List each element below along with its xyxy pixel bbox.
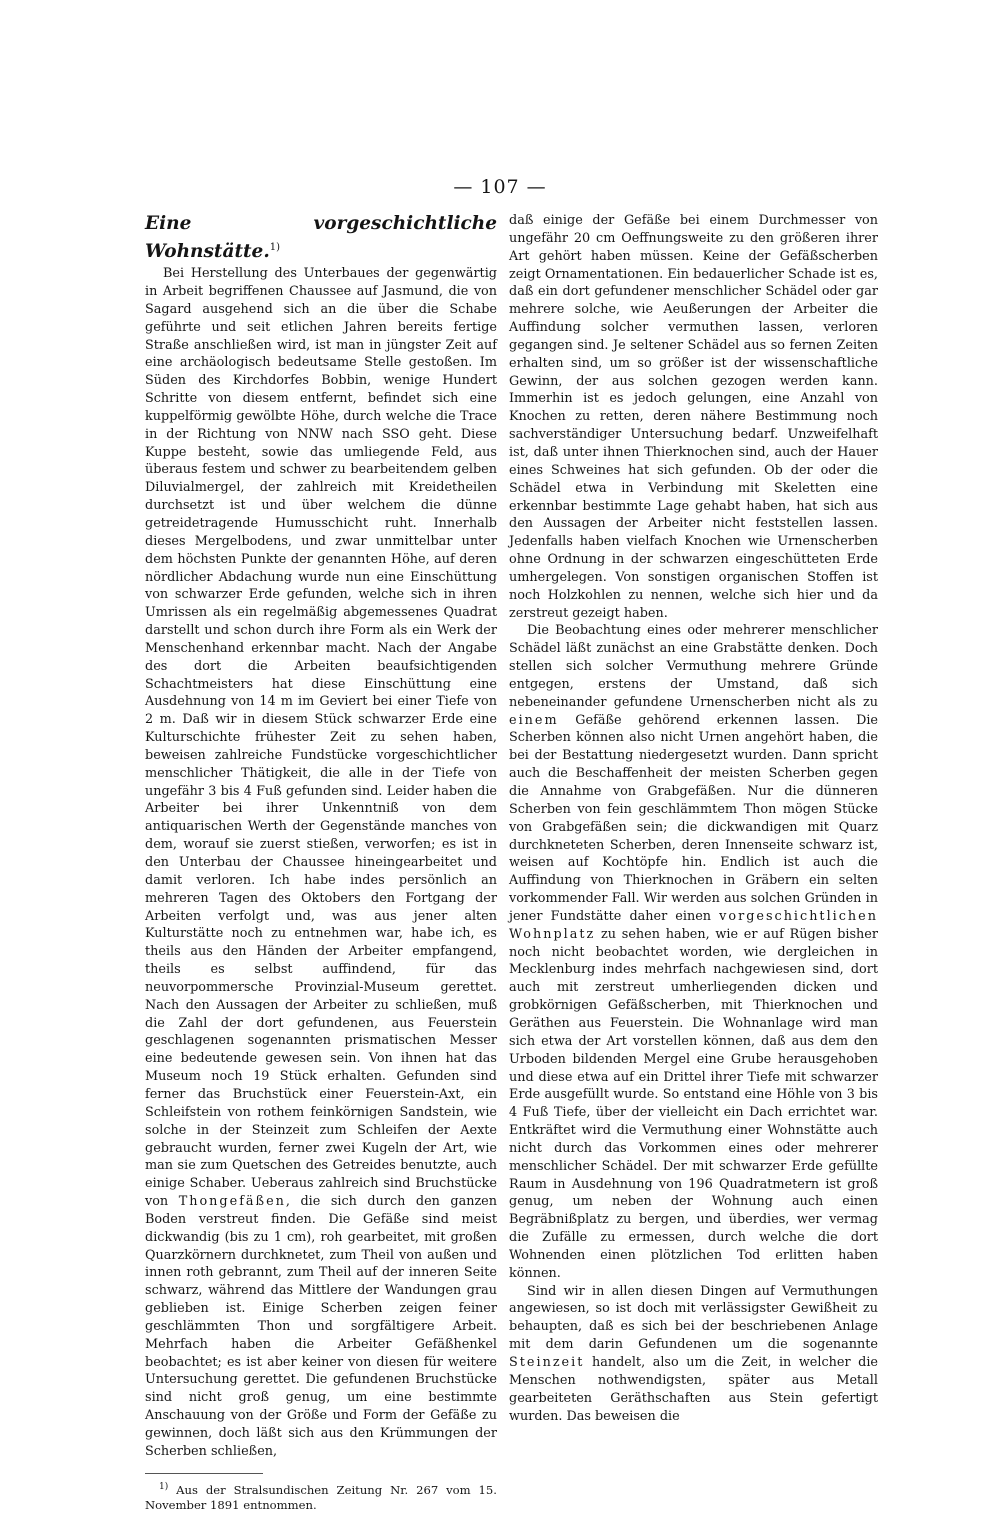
footnote-text: Aus der Stralsundischen Zeitung Nr. 267 vom 15. November 1891 entnommen.: [145, 1482, 497, 1513]
footnote: [145, 1483, 497, 1514]
spaced-word-steinzeit: Steinzeit: [509, 1355, 585, 1370]
paragraph-3-text-a: Sind wir in allen diesen Dingen auf Vermuthungen angewiesen, so ist doch mit verlässigster Gewißheit zu behaupten, daß es sich bei der beschriebenen Anlage mit dem darin Gefundenen um die sogenannte: [509, 1283, 878, 1353]
page-number: — 107 —: [453, 176, 547, 198]
spaced-word-einem: einem: [509, 712, 559, 728]
paragraph-1-end: , die sich durch den ganzen Boden verstreut finden. Die Gefäße sind meist dickwandig (bis zu 1 cm), roh gearbeitet, mit großen Quarzkörnern durchknetet, zum Theil von außen und innen roth gebrannt, zum Theil auf der inneren Seite schwarz, während das Mittlere der Wandungen grau geblieben ist. Einige Scherben zeigen feiner geschlämmten Thon und sorgfältigere Arbeit. Mehrfach haben die Arbeiter Gefäßhenkel beobachtet; es ist aber keiner von diesen für weitere Untersuchung gerettet. Die gefundenen Bruchstücke sind nicht groß genug, um eine bestimmte Anschauung von der Größe und Form der Gefäße zu gewinnen, doch läßt sich aus den Krümmungen der Scherben schließen,: [145, 1194, 498, 1459]
spaced-word-wohnplatz: vorgeschichtlichen Wohnplatz: [509, 908, 878, 942]
left-column: [145, 212, 497, 1514]
spaced-word-thongefaessen: Thongefäßen: [178, 1194, 286, 1210]
paragraph-3: [509, 1283, 878, 1426]
paragraph-1-continued: daß einige der Gefäße bei einem Durchmesser von ungefähr 20 cm Oeffnungsweite zu den größeren ihrer Art gehört haben müssen. Keine der Gefäßscherben zeigt Ornamentationen. Ein bedauerlicher Schade ist es, daß ein dort gefundener menschlicher Schädel oder gar mehrere solche, wie Aeußerungen der Arbeiter die Auffindung solcher vermuthen lassen, verloren gegangen sind. Je seltener Schädel aus so fernen Zeiten erhalten sind, um so größer ist der wissenschaftliche Gewinn, der aus solchen gezogen werden kann. Immerhin ist es jedoch gelungen, eine Anzahl von Knochen zu retten, deren nähere Bestimmung noch sachverständiger Untersuchung bedarf. Unzweifelhaft ist, daß unter ihnen Thierknochen sind, auch der Hauer eines Schweines hat sich gefunden. Ob der oder die Schädel etwa in Verbindung mit Skeletten eine erkennbar bestimmte Lage gehabt haben, hat sich aus den Aussagen der Arbeiter nicht feststellen lassen. Jedenfalls haben vielfach Knochen wie Urnenscherben ohne Ordnung in der schwarzen eingeschütteten Erde umhergelegen. Von sonstigen organischen Stoffen ist noch Holzkohlen zu nennen, welche sich hier und da zerstreut gezeigt haben.: [509, 213, 878, 621]
article-title: [145, 212, 497, 264]
footnote-divider: [145, 1473, 263, 1474]
paragraph-2: [509, 622, 878, 1282]
article-title-text: Eine vorgeschichtliche Wohnstätte.: [145, 213, 497, 263]
paragraph-2-text-b: Gefäße gehörend erkennen lassen. Die Scherben können also nicht Urnen angehört haben, die bei der Bestattung niedergesetzt wurden. Dann spricht auch die Beschaffenheit der meisten Scherben gegen die Annahme von Grabgefäßen. Nur die dünneren Scherben von fein geschlämmtem Thon mögen Stücke von Grabgefäßen sein; die dickwandigen mit Quarz durchkneteten Scherben, deren Innenseite schwarz ist, weisen auf Kochtöpfe hin. Endlich ist auch die Auffindung von Thierknochen in Gräbern ein selten vorkommender Fall. Wir werden aus solchen Gründen in jener Fundstätte daher einen: [509, 712, 878, 924]
paragraph-1: [145, 265, 497, 1461]
paragraph-2-text-c: zu sehen haben, wie er auf Rügen bisher noch nicht beobachtet worden, wie dergleichen in Mecklenburg indes mehrfach nachgewiesen sind, dort auch mit zerstreut umherliegenden dicken und grobkörnigen Gefäßscherben, mit Thierknochen und Geräthen aus Feuerstein. Die Wohnanlage wird man sich etwa der Art vorstellen können, daß aus dem den Urboden bildenden Mergel eine Grube herausgehoben und diese etwa auf ein Drittel ihrer Tiefe mit schwarzer Erde ausgefüllt wurde. So entstand eine Höhle von 3 bis 4 Fuß Tiefe, über der vielleicht ein Dach errichtet war. Entkräftet wird die Vermuthung einer Wohnstätte auch nicht durch das Vorkommen eines oder mehrerer menschlicher Schädel. Der mit schwarzer Erde gefüllte Raum in Ausdehnung von 196 Quadratmetern ist groß genug, um neben der Wohnung auch einen Begräbnißplatz zu bergen, und überdies, wer vermag die Zufälle zu ermessen, durch welche die dort Wohnenden einen plötzlichen Tod erlitten haben können.: [509, 926, 878, 1281]
paragraph-2-text-a: Die Beobachtung eines oder mehrerer menschlicher Schädel läßt zunächst an eine Grabstätte denken. Doch stellen sich solcher Vermuthung mehrere Gründe entgegen, erstens der Umstand, daß sich nebeneinander gefundene Urnenscherben nicht als zu: [509, 623, 878, 710]
paragraph-1-text: Bei Herstellung des Unterbaues der gegenwärtig in Arbeit begriffenen Chaussee auf Jasmund, die von Sagard ausgehend sich an die über die Schabe geführte und seit etlichen Jahren bereits fertige Straße anschließen wird, ist man in jüngster Zeit auf eine archäologisch bedeutsame Stelle gestoßen. Im Süden des Kirchdorfes Bobbin, wenige Hundert Schritte von diesem entfernt, befindet sich eine kuppelförmig gewölbte Höhe, durch welche die Trace in der Richtung von NNW nach SSO geht. Diese Kuppe besteht, sowie das umliegende Feld, aus überaus festem und schwer zu bearbeitendem gelben Diluvialmergel, der zahlreich mit Kreidetheilen durchsetzt ist und über welchem die dünne getreidetragende Humusschicht ruht. Innerhalb dieses Mergelbodens, und zwar unmittelbar unter dem höchsten Punkte der genannten Höhe, auf deren nördlicher Abdachung wurde nun eine Einschüttung von schwarzer Erde gefunden, welche sich in ihren Umrissen als ein regelmäßig abgemessenes Quadrat darstellt und schon durch ihre Form als ein Werk der Menschenhand erkennbar macht. Nach der Angabe des dort die Arbeiten beaufsichtigenden Schachtmeisters hat diese Einschüttung eine Ausdehnung von 14 m im Geviert bei einer Tiefe von 2 m. Daß wir in diesem Stück schwarzer Erde eine Kulturschichte frühester Zeit zu sehen haben, beweisen zahlreiche Fundstücke vorgeschichtlicher menschlicher Thätigkeit, die alle in der Tiefe von ungefähr 3 bis 4 Fuß gefunden sind. Leider haben die Arbeiter bei ihrer Unkenntniß von dem antiquarischen Werth der Gegenstände manches von dem, worauf sie zuerst stießen, verworfen; es ist in den Unterbau der Chaussee hineingearbeitet und damit verloren. Ich habe indes persönlich an mehreren Tagen des Oktobers den Fortgang der Arbeiten verfolgt und, was aus jener alten Kulturstätte noch zu entnehmen war, habe ich, es theils aus den Händen der Arbeiter empfangend, theils es selbst auffindend, für das neuvorpommersche Provinzial-Museum gerettet. Nach den Aussagen der Arbeiter zu schließen, muß die Zahl der dort gefundenen, aus Feuerstein geschlagenen sogenannten prismatischen Messer eine bedeutende gewesen sein. Von ihnen hat das Museum noch 19 Stück erhalten. Gefunden sind ferner das Bruchstück einer Feuerstein-Axt, ein Schleifstein von rothem feinkörnigen Sandstein, wie solche in der Steinzeit zum Schleifen der Aexte gebraucht wurden, ferner zwei Kugeln der Art, wie man sie zum Quetschen des Getreides benutzte, auch einige Schaber. Ueberaus zahlreich sind Bruchstücke von: [145, 266, 497, 1210]
right-column: [509, 212, 878, 1425]
title-footnote-marker: 1): [269, 242, 281, 253]
footnote-marker: 1): [159, 1481, 169, 1492]
paragraph-3-text-b: handelt, also um die Zeit, in welcher die Menschen nothwendigsten, später aus Metall gearbeiteten Geräthschaften aus Stein gefertigt wurden. Das beweisen die: [509, 1355, 879, 1424]
